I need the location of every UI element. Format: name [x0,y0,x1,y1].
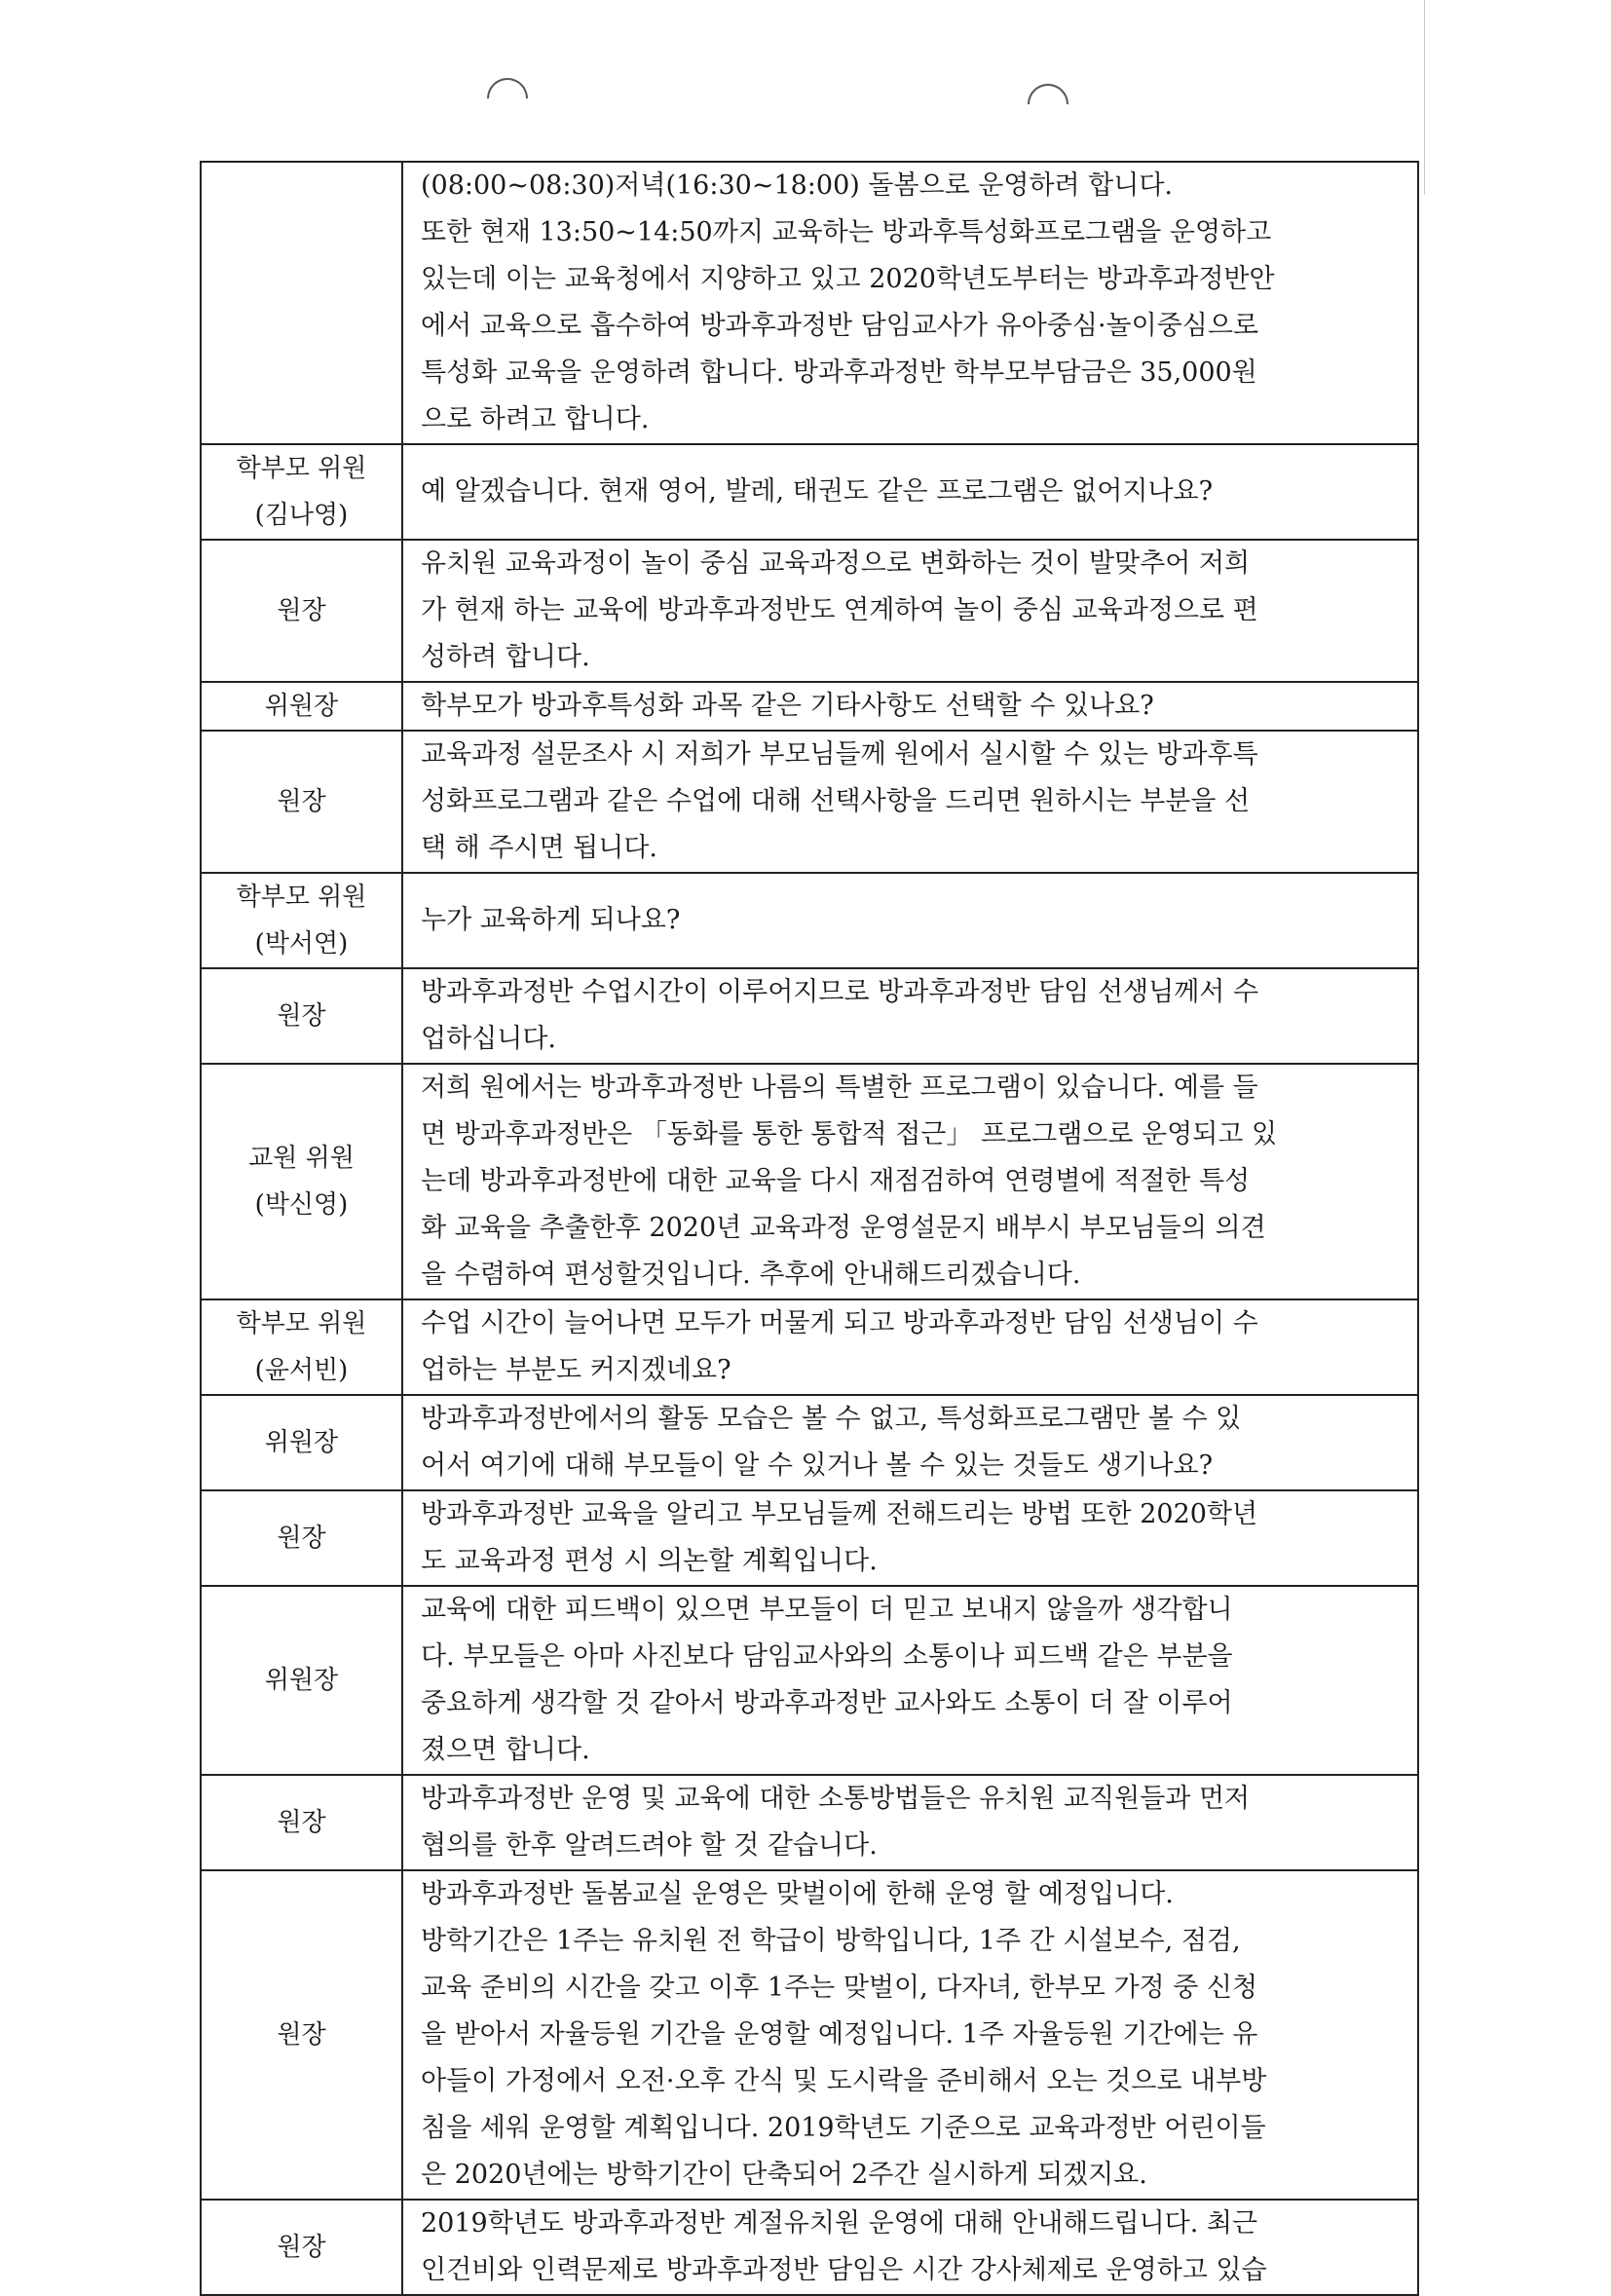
statement-line: 인건비와 인력문제로 방과후과정반 담임은 시간 강사체제로 운영하고 있습 [421,2255,1267,2285]
statement-cell [402,540,1418,682]
statement-line: 방과후과정반 수업시간이 이루어지므로 방과후과정반 담임 선생님께서 수 [421,977,1259,1007]
speaker-cell [201,1490,402,1586]
statement-line: 특성화 교육을 운영하려 합니다. 방과후과정반 학부모부담금은 35,000원 [421,358,1257,388]
minutes-row [201,873,1418,968]
statement-line: 가 현재 하는 교육에 방과후과정반도 연계하여 놀이 중심 교육과정으로 편 [421,595,1258,625]
speaker-role: 교원 위원 [248,1144,355,1173]
minutes-row [201,1586,1418,1775]
speaker-role: 원장 [277,1808,326,1837]
statement-cell [402,1775,1418,1870]
minutes-row [201,1775,1418,1870]
statement-line: 성화프로그램과 같은 수업에 대해 선택사항을 드리면 원하시는 부분을 선 [421,786,1251,816]
statement-line: 아들이 가정에서 오전·오후 간식 및 도시락을 준비해서 오는 것으로 내부방 [421,2066,1267,2096]
statement-line: (08:00~08:30)저녁(16:30~18:00) 돌봄으로 운영하려 합니다. [421,170,1174,201]
statement-line: 으로 하려고 합니다. [421,404,650,434]
speaker-role: 학부모 위원 [236,883,367,912]
speaker-name: (김나영) [254,501,349,530]
scan-fold-line [1424,0,1425,195]
statement-line: 도 교육과정 편성 시 의논할 계획입니다. [421,1546,878,1576]
speaker-cell [201,444,402,540]
statement-line: 교육과정 설문조사 시 저희가 부모님들께 원에서 실시할 수 있는 방과후특 [421,739,1258,770]
statement-line: 은 2020년에는 방학기간이 단축되어 2주간 실시하게 되겠지요. [421,2160,1147,2190]
statement-line: 수업 시간이 늘어나면 모두가 머물게 되고 방과후과정반 담임 선생님이 수 [421,1308,1258,1338]
statement-line: 또한 현재 13:50~14:50까지 교육하는 방과후특성화프로그램을 운영하고 [421,217,1272,247]
statement-line: 는데 방과후과정반에 대한 교육을 다시 재점검하여 연령별에 적절한 특성 [421,1166,1251,1196]
minutes-row [201,1299,1418,1395]
statement-line: 예 알겠습니다. 현재 영어, 발레, 태권도 같은 프로그램은 없어지나요? [421,476,1214,507]
speaker-role: 원장 [277,596,326,625]
statement-line: 면 방과후과정반은 「동화를 통한 통합적 접근」 프로그램으로 운영되고 있 [421,1119,1278,1149]
statement-line: 저희 원에서는 방과후과정반 나름의 특별한 프로그램이 있습니다. 예를 들 [421,1073,1258,1103]
speaker-cell [201,1299,402,1395]
statement-cell [402,1395,1418,1490]
statement-line: 교육에 대한 피드백이 있으면 부모들이 더 믿고 보내지 않을까 생각합니 [421,1595,1233,1625]
statement-line: 협의를 한후 알려드려야 할 것 같습니다. [421,1830,878,1861]
statement-line: 방과후과정반 교육을 알리고 부모님들께 전해드리는 방법 또한 2020학년 [421,1499,1258,1529]
statement-cell [402,1064,1418,1299]
speaker-role: 원장 [277,2233,326,2262]
minutes-row [201,731,1418,873]
statement-cell [402,1870,1418,2200]
speaker-name: (박신영) [254,1190,349,1220]
statement-line: 에서 교육으로 흡수하여 방과후과정반 담임교사가 유아중심·놀이중심으로 [421,311,1259,341]
statement-line: 누가 교육하게 되나요? [421,905,681,935]
statement-line: 성하려 합니다. [421,642,590,672]
statement-cell [402,1299,1418,1395]
speaker-role: 위원장 [264,692,339,721]
statement-cell [402,2200,1418,2295]
statement-line: 택 해 주시면 됩니다. [421,833,657,863]
minutes-row [201,1064,1418,1299]
punch-hole-right [1019,75,1076,132]
speaker-role: 원장 [277,1001,326,1031]
minutes-row [201,1870,1418,2200]
punch-hole-left [478,69,536,127]
minutes-row [201,1490,1418,1586]
statement-cell [402,731,1418,873]
statement-line: 침을 세워 운영할 계획입니다. 2019학년도 기준으로 교육과정반 어린이들 [421,2113,1266,2143]
minutes-row [201,682,1418,731]
statement-line: 졌으면 합니다. [421,1735,590,1765]
statement-cell [402,1490,1418,1586]
speaker-role: 학부모 위원 [236,1309,367,1338]
speaker-cell [201,2200,402,2295]
speaker-cell [201,968,402,1064]
statement-line: 학부모가 방과후특성화 과목 같은 기타사항도 선택할 수 있나요? [421,691,1154,721]
statement-line: 있는데 이는 교육청에서 지양하고 있고 2020학년도부터는 방과후과정반안 [421,264,1275,294]
speaker-cell [201,1395,402,1490]
statement-line: 2019학년도 방과후과정반 계절유치원 운영에 대해 안내해드립니다. 최근 [421,2208,1258,2239]
speaker-cell [201,873,402,968]
statement-cell [402,162,1418,444]
speaker-cell [201,731,402,873]
statement-cell [402,873,1418,968]
statement-line: 을 수렴하여 편성할것입니다. 추후에 안내해드리겠습니다. [421,1260,1081,1290]
speaker-role: 원장 [277,1524,326,1553]
speaker-cell [201,1775,402,1870]
speaker-role: 학부모 위원 [236,454,367,483]
speaker-name: (윤서빈) [254,1356,349,1385]
statement-cell [402,968,1418,1064]
minutes-row [201,1395,1418,1490]
speaker-cell [201,1064,402,1299]
minutes-row [201,968,1418,1064]
statement-line: 방과후과정반에서의 활동 모습은 볼 수 없고, 특성화프로그램만 볼 수 있 [421,1404,1242,1434]
statement-cell [402,1586,1418,1775]
statement-line: 방과후과정반 운영 및 교육에 대한 소통방법들은 유치원 교직원들과 먼저 [421,1784,1251,1814]
speaker-role: 원장 [277,787,326,816]
speaker-role: 위원장 [264,1428,339,1457]
statement-line: 을 받아서 자율등원 기간을 운영할 예정입니다. 1주 자율등원 기간에는 유 [421,2019,1258,2050]
speaker-cell [201,1586,402,1775]
speaker-cell [201,1870,402,2200]
meeting-minutes-table [200,161,1419,2296]
minutes-row [201,2200,1418,2295]
speaker-cell [201,162,402,444]
minutes-row [201,540,1418,682]
statement-line: 업하십니다. [421,1024,556,1054]
minutes-row [201,444,1418,540]
statement-line: 중요하게 생각할 것 같아서 방과후과정반 교사와도 소통이 더 잘 이루어 [421,1688,1233,1718]
speaker-cell [201,540,402,682]
statement-line: 다. 부모들은 아마 사진보다 담임교사와의 소통이나 피드백 같은 부분을 [421,1641,1233,1672]
statement-cell [402,444,1418,540]
speaker-name: (박서연) [254,929,349,959]
speaker-role: 위원장 [264,1666,339,1695]
statement-line: 유치원 교육과정이 놀이 중심 교육과정으로 변화하는 것이 발맞추어 저희 [421,548,1251,579]
statement-line: 화 교육을 추출한후 2020년 교육과정 운영설문지 배부시 부모님들의 의견 [421,1213,1266,1243]
minutes-row [201,162,1418,444]
statement-line: 어서 여기에 대해 부모들이 알 수 있거나 볼 수 있는 것들도 생기나요? [421,1450,1214,1481]
speaker-cell [201,682,402,731]
statement-line: 교육 준비의 시간을 갖고 이후 1주는 맞벌이, 다자녀, 한부모 가정 중 신청 [421,1973,1258,2003]
statement-line: 업하는 부분도 커지겠네요? [421,1355,731,1385]
speaker-role: 원장 [277,2020,326,2050]
statement-line: 방학기간은 1주는 유치원 전 학급이 방학입니다, 1주 간 시설보수, 점검, [421,1926,1241,1956]
statement-line: 방과후과정반 돌봄교실 운영은 맞벌이에 한해 운영 할 예정입니다. [421,1879,1174,1909]
statement-cell [402,682,1418,731]
